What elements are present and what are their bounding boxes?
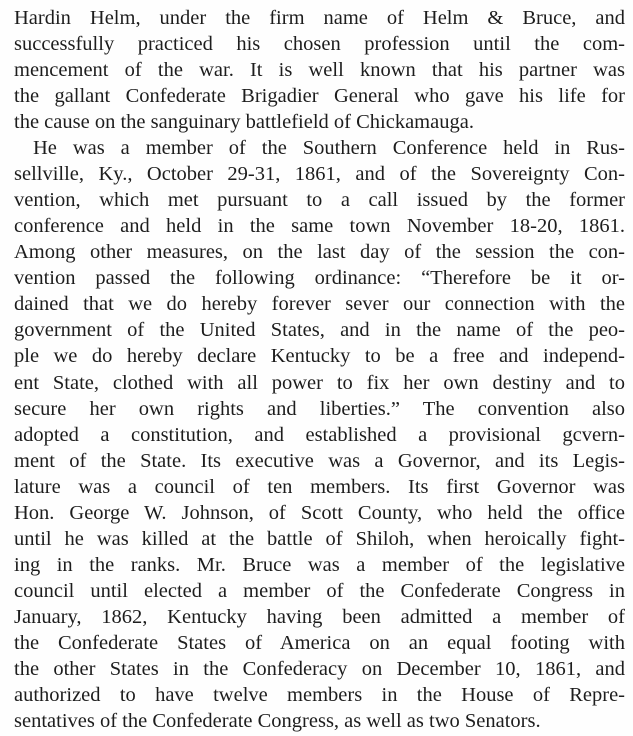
text-line: ment of the State. Its executive was a Governor, and its Legis- (14, 450, 625, 472)
text-line: ent State, clothed with all power to fix her own destiny and to (14, 372, 625, 394)
text-line: dained that we do hereby forever sever our connection with the (14, 293, 625, 315)
text-line: authorized to have twelve members in the House of Repre- (14, 684, 625, 706)
text-line: until he was killed at the battle of Shiloh, when heroically fight- (14, 528, 625, 550)
text-line: government of the United States, and in the name of the peo- (14, 319, 625, 341)
text-line: sentatives of the Confederate Congress, as well as two Senators. (14, 710, 541, 732)
text-line: vention, which met pursuant to a call issued by the former (14, 189, 625, 211)
text-line: council until elected a member of the Confederate Congress in (14, 580, 625, 602)
text-line: the Confederate States of America on an equal footing with (14, 632, 625, 654)
text-line: ple we do hereby declare Kentucky to be a free and independ- (14, 345, 625, 367)
text-line: the cause on the sanguinary battlefield of Chickamauga. (14, 111, 474, 133)
text-line: secure her own rights and liberties.” The convention also (14, 398, 625, 420)
text-line: lature was a council of ten members. Its first Governor was (14, 476, 625, 498)
text-line: the other States in the Confederacy on December 10, 1861, and (14, 658, 625, 680)
text-line: Hardin Helm, under the firm name of Helm & Bruce, and (14, 7, 625, 29)
text-line: the gallant Confederate Brigadier General who gave his life for (14, 85, 625, 107)
text-line: sellville, Ky., October 29-31, 1861, and of the Sovereignty Con- (14, 163, 625, 185)
text-line: Hon. George W. Johnson, of Scott County, who held the office (14, 502, 625, 524)
text-line: successfully practiced his chosen profession until the com- (14, 33, 625, 55)
text-line: January, 1862, Kentucky having been admitted a member of (14, 606, 625, 628)
text-line: mencement of the war. It is well known that his partner was (14, 59, 625, 81)
text-line: conference and held in the same town November 18-20, 1861. (14, 215, 625, 237)
text-line: adopted a constitution, and established a provisional gcvern- (14, 424, 625, 446)
text-line: ing in the ranks. Mr. Bruce was a member of the legislative (14, 554, 625, 576)
text-line: Among other measures, on the last day of the session the con- (14, 241, 625, 263)
text-line: He was a member of the Southern Conference held in Rus- (33, 137, 625, 159)
text-line: vention passed the following ordinance: “Therefore be it or- (14, 267, 625, 289)
